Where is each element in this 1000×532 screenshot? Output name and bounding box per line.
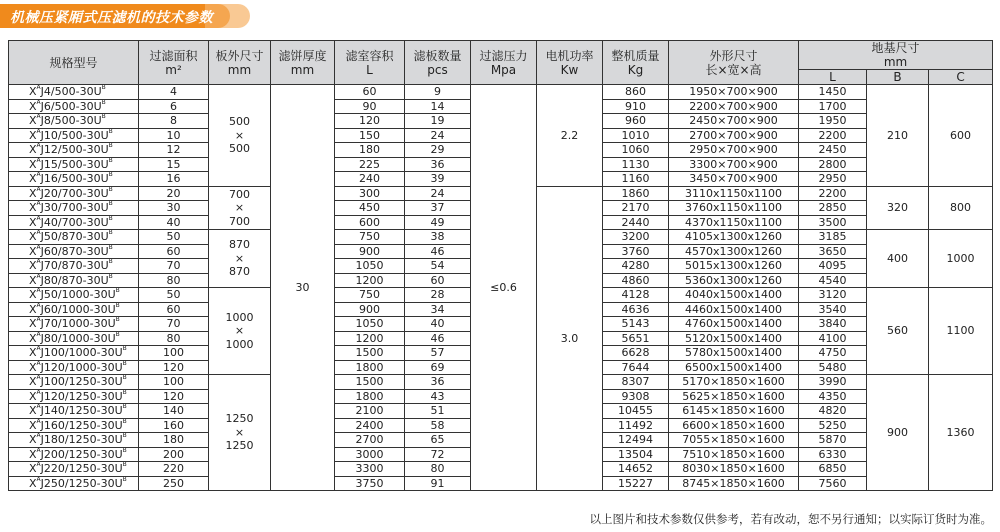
cell-motor: 3.0 [537,186,603,491]
cell-motor: 2.2 [537,85,603,187]
cell-chamber: 900 [335,244,405,259]
cell-area: 220 [139,462,209,477]
spec-table [8,40,993,491]
cell-base-c: 1100 [929,288,993,375]
cell-plates: 43 [405,389,471,404]
cell-weight: 14652 [603,462,669,477]
cell-area: 50 [139,230,209,245]
cell-base-c: 600 [929,85,993,187]
cell-chamber: 300 [335,186,405,201]
cell-base-l: 1700 [799,99,867,114]
cell-dims: 7055×1850×1600 [669,433,799,448]
cell-area: 30 [139,201,209,216]
cell-model: $X^AJ15/500-30U^B$ [9,157,139,172]
cell-area: 8 [139,114,209,129]
cell-plates: 58 [405,418,471,433]
cell-chamber: 240 [335,172,405,187]
cell-dims: 2700×700×900 [669,128,799,143]
cell-model: $X^AJ8/500-30U^B$ [9,114,139,129]
cell-model: $X^AJ50/1000-30U^B$ [9,288,139,303]
cell-weight: 4636 [603,302,669,317]
cell-base-l: 2200 [799,128,867,143]
cell-plates: 36 [405,375,471,390]
cell-base-l: 3500 [799,215,867,230]
cell-base-b: 210 [867,85,929,187]
cell-base-l: 6330 [799,447,867,462]
cell-chamber: 750 [335,230,405,245]
cell-chamber: 180 [335,143,405,158]
cell-base-b: 560 [867,288,929,375]
cell-base-l: 6850 [799,462,867,477]
cell-chamber: 2700 [335,433,405,448]
cell-model: $X^AJ140/1250-30U^B$ [9,404,139,419]
cell-dims: 1950×700×900 [669,85,799,100]
cell-plates: 37 [405,201,471,216]
cell-plates: 38 [405,230,471,245]
cell-plates: 91 [405,476,471,491]
cell-area: 12 [139,143,209,158]
cell-base-l: 2850 [799,201,867,216]
cell-weight: 15227 [603,476,669,491]
cell-chamber: 2100 [335,404,405,419]
cell-model: $X^AJ100/1250-30U^B$ [9,375,139,390]
cell-base-c: 1000 [929,230,993,288]
cell-weight: 5651 [603,331,669,346]
cell-model: $X^AJ30/700-30U^B$ [9,201,139,216]
cell-base-l: 3650 [799,244,867,259]
header-plate: 板外尺寸 mm [209,41,271,85]
cell-weight: 13504 [603,447,669,462]
cell-weight: 5143 [603,317,669,332]
cell-plate-size: 700 × 700 [209,186,271,230]
cell-plates: 14 [405,99,471,114]
cell-weight: 1130 [603,157,669,172]
cell-pressure: ≤0.6 [471,85,537,491]
cell-weight: 960 [603,114,669,129]
cell-base-l: 3185 [799,230,867,245]
cell-base-l: 3540 [799,302,867,317]
cell-model: $X^AJ10/500-30U^B$ [9,128,139,143]
header-base-l: L [799,70,867,85]
cell-area: 80 [139,273,209,288]
cell-area: 180 [139,433,209,448]
cell-plates: 72 [405,447,471,462]
cell-model: $X^AJ12/500-30U^B$ [9,143,139,158]
cell-plates: 51 [405,404,471,419]
cell-chamber: 1050 [335,317,405,332]
cell-chamber: 120 [335,114,405,129]
cell-area: 250 [139,476,209,491]
cell-area: 15 [139,157,209,172]
cell-weight: 1160 [603,172,669,187]
cell-chamber: 1050 [335,259,405,274]
cell-chamber: 900 [335,302,405,317]
cell-base-l: 4100 [799,331,867,346]
cell-plates: 29 [405,143,471,158]
cell-area: 16 [139,172,209,187]
cell-chamber: 1200 [335,331,405,346]
cell-area: 120 [139,389,209,404]
table-row [9,85,993,100]
cell-weight: 3200 [603,230,669,245]
cell-model: $X^AJ40/700-30U^B$ [9,215,139,230]
cell-model: $X^AJ160/1250-30U^B$ [9,418,139,433]
cell-weight: 2440 [603,215,669,230]
cell-plate-size: 1250 × 1250 [209,375,271,491]
cell-cake: 30 [271,85,335,491]
cell-weight: 1860 [603,186,669,201]
cell-base-l: 3990 [799,375,867,390]
header-area: 过滤面积 m² [139,41,209,85]
cell-base-l: 3120 [799,288,867,303]
cell-chamber: 1500 [335,375,405,390]
cell-chamber: 1500 [335,346,405,361]
cell-plates: 34 [405,302,471,317]
cell-plates: 9 [405,85,471,100]
cell-plates: 69 [405,360,471,375]
cell-chamber: 1800 [335,389,405,404]
cell-base-c: 800 [929,186,993,230]
cell-dims: 4370x1150x1100 [669,215,799,230]
header-base-b: B [867,70,929,85]
cell-weight: 860 [603,85,669,100]
header-base: 地基尺寸 mm [799,41,993,70]
cell-dims: 8030×1850×1600 [669,462,799,477]
cell-chamber: 90 [335,99,405,114]
cell-area: 100 [139,346,209,361]
cell-dims: 6600×1850×1600 [669,418,799,433]
cell-base-b: 400 [867,230,929,288]
cell-dims: 2950×700×900 [669,143,799,158]
cell-plates: 36 [405,157,471,172]
cell-base-l: 2800 [799,157,867,172]
cell-base-b: 900 [867,375,929,491]
cell-area: 6 [139,99,209,114]
cell-dims: 4760x1500x1400 [669,317,799,332]
cell-model: $X^AJ180/1250-30U^B$ [9,433,139,448]
cell-chamber: 150 [335,128,405,143]
cell-model: $X^AJ60/1000-30U^B$ [9,302,139,317]
cell-plate-size: 500 × 500 [209,85,271,187]
cell-base-c: 1360 [929,375,993,491]
cell-model: $X^AJ200/1250-30U^B$ [9,447,139,462]
cell-model: $X^AJ250/1250-30U^B$ [9,476,139,491]
cell-base-l: 4540 [799,273,867,288]
section-title: 机械压紧厢式压滤机的技术参数 [10,10,213,26]
cell-area: 4 [139,85,209,100]
cell-base-l: 4750 [799,346,867,361]
cell-base-l: 5870 [799,433,867,448]
cell-dims: 2200×700×900 [669,99,799,114]
cell-base-b: 320 [867,186,929,230]
cell-plates: 40 [405,317,471,332]
cell-weight: 6628 [603,346,669,361]
cell-dims: 6145×1850×1600 [669,404,799,419]
cell-weight: 4128 [603,288,669,303]
cell-model: $X^AJ50/870-30U^B$ [9,230,139,245]
cell-weight: 7644 [603,360,669,375]
cell-model: $X^AJ4/500-30U^B$ [9,85,139,100]
cell-base-l: 4095 [799,259,867,274]
cell-model: $X^AJ80/870-30U^B$ [9,273,139,288]
cell-chamber: 3300 [335,462,405,477]
cell-dims: 6500x1500x1400 [669,360,799,375]
header-weight: 整机质量 Kg [603,41,669,85]
cell-area: 60 [139,302,209,317]
cell-model: $X^AJ120/1000-30U^B$ [9,360,139,375]
cell-plates: 46 [405,331,471,346]
cell-base-l: 2200 [799,186,867,201]
cell-model: $X^AJ6/500-30U^B$ [9,99,139,114]
cell-weight: 12494 [603,433,669,448]
cell-dims: 4105x1300x1260 [669,230,799,245]
cell-base-l: 4820 [799,404,867,419]
cell-chamber: 1200 [335,273,405,288]
cell-dims: 3110x1150x1100 [669,186,799,201]
cell-area: 100 [139,375,209,390]
cell-model: $X^AJ20/700-30U^B$ [9,186,139,201]
header-cake: 滤饼厚度 mm [271,41,335,85]
cell-base-l: 2450 [799,143,867,158]
cell-base-l: 5250 [799,418,867,433]
cell-area: 160 [139,418,209,433]
cell-dims: 7510×1850×1600 [669,447,799,462]
cell-weight: 4860 [603,273,669,288]
footnote: 以上图片和技术参数仅供参考，若有改动，恕不另行通知；以实际订货时为准。 [589,512,992,526]
cell-area: 140 [139,404,209,419]
cell-dims: 3450×700×900 [669,172,799,187]
cell-area: 40 [139,215,209,230]
cell-dims: 3300×700×900 [669,157,799,172]
cell-dims: 8745×1850×1600 [669,476,799,491]
cell-chamber: 1800 [335,360,405,375]
cell-weight: 9308 [603,389,669,404]
cell-model: $X^AJ220/1250-30U^B$ [9,462,139,477]
cell-plates: 39 [405,172,471,187]
cell-dims: 5625×1850×1600 [669,389,799,404]
cell-chamber: 750 [335,288,405,303]
cell-base-l: 2950 [799,172,867,187]
cell-plates: 24 [405,186,471,201]
cell-plate-size: 1000 × 1000 [209,288,271,375]
cell-area: 20 [139,186,209,201]
cell-base-l: 4350 [799,389,867,404]
cell-weight: 3760 [603,244,669,259]
cell-plates: 57 [405,346,471,361]
cell-plates: 60 [405,273,471,288]
header-motor: 电机功率 Kw [537,41,603,85]
cell-area: 200 [139,447,209,462]
header-dims: 外形尺寸 长×宽×高 [669,41,799,85]
cell-dims: 5120x1500x1400 [669,331,799,346]
cell-plates: 49 [405,215,471,230]
cell-area: 70 [139,317,209,332]
cell-dims: 2450×700×900 [669,114,799,129]
cell-chamber: 3750 [335,476,405,491]
cell-area: 60 [139,244,209,259]
cell-plates: 24 [405,128,471,143]
section-title-bar [0,4,255,28]
cell-dims: 5170×1850×1600 [669,375,799,390]
cell-weight: 8307 [603,375,669,390]
cell-plates: 28 [405,288,471,303]
cell-weight: 11492 [603,418,669,433]
cell-chamber: 2400 [335,418,405,433]
cell-model: $X^AJ120/1250-30U^B$ [9,389,139,404]
header-model: 规格型号 [9,41,139,85]
cell-weight: 1010 [603,128,669,143]
cell-plates: 46 [405,244,471,259]
cell-chamber: 225 [335,157,405,172]
cell-dims: 3760x1150x1100 [669,201,799,216]
cell-chamber: 3000 [335,447,405,462]
cell-plates: 54 [405,259,471,274]
cell-plates: 65 [405,433,471,448]
cell-chamber: 600 [335,215,405,230]
cell-dims: 4040x1500x1400 [669,288,799,303]
cell-model: $X^AJ60/870-30U^B$ [9,244,139,259]
cell-area: 50 [139,288,209,303]
cell-weight: 4280 [603,259,669,274]
cell-plates: 80 [405,462,471,477]
cell-dims: 4570x1300x1260 [669,244,799,259]
cell-chamber: 450 [335,201,405,216]
cell-area: 80 [139,331,209,346]
cell-model: $X^AJ70/1000-30U^B$ [9,317,139,332]
cell-area: 120 [139,360,209,375]
cell-model: $X^AJ16/500-30U^B$ [9,172,139,187]
cell-chamber: 60 [335,85,405,100]
cell-dims: 5015x1300x1260 [669,259,799,274]
cell-model: $X^AJ70/870-30U^B$ [9,259,139,274]
header-base-c: C [929,70,993,85]
cell-plates: 19 [405,114,471,129]
header-pressure: 过滤压力 Mpa [471,41,537,85]
cell-plate-size: 870 × 870 [209,230,271,288]
cell-base-l: 7560 [799,476,867,491]
cell-area: 10 [139,128,209,143]
cell-model: $X^AJ100/1000-30U^B$ [9,346,139,361]
cell-base-l: 3840 [799,317,867,332]
header-plates: 滤板数量 pcs [405,41,471,85]
header-chamber: 滤室容积 L [335,41,405,85]
cell-dims: 5780x1500x1400 [669,346,799,361]
cell-dims: 5360x1300x1260 [669,273,799,288]
cell-weight: 910 [603,99,669,114]
cell-base-l: 1950 [799,114,867,129]
cell-base-l: 5480 [799,360,867,375]
cell-weight: 1060 [603,143,669,158]
cell-model: $X^AJ80/1000-30U^B$ [9,331,139,346]
cell-weight: 10455 [603,404,669,419]
cell-dims: 4460x1500x1400 [669,302,799,317]
cell-area: 70 [139,259,209,274]
cell-base-l: 1450 [799,85,867,100]
cell-weight: 2170 [603,201,669,216]
